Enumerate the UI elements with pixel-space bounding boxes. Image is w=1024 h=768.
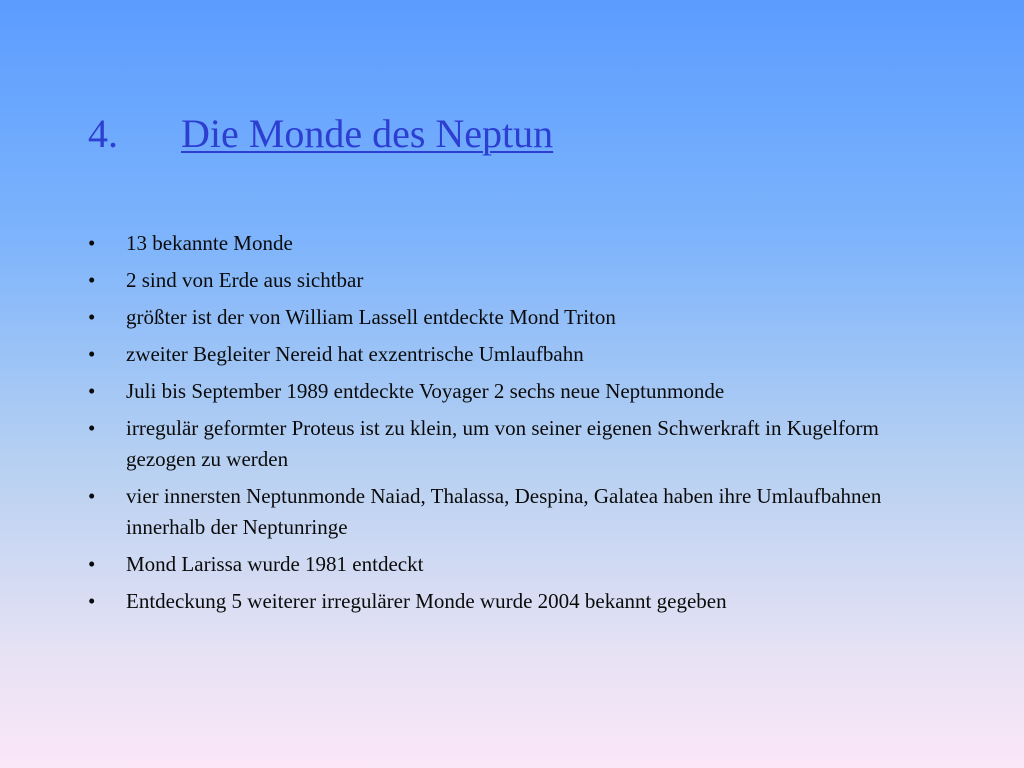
list-item: [88, 265, 948, 296]
list-item-text: irregulär geformter Proteus ist zu klein, um von seiner eigenen Schwerkraft in Kugelform gezogen zu werden: [126, 416, 879, 471]
bullet-list: [88, 228, 948, 623]
bullet-icon: •: [88, 342, 96, 366]
list-item: [88, 228, 948, 259]
bullet-icon: •: [88, 589, 96, 613]
list-item: [88, 376, 948, 407]
bullet-icon: •: [88, 305, 96, 329]
list-item-text: Mond Larissa wurde 1981 entdeckt: [126, 552, 424, 576]
bullet-icon: •: [88, 231, 96, 255]
bullet-icon: •: [88, 268, 96, 292]
list-item-text: größter ist der von William Lassell entdeckte Mond Triton: [126, 305, 616, 329]
bullet-icon: •: [88, 484, 96, 508]
list-item: [88, 339, 948, 370]
list-item-text: vier innersten Neptunmonde Naiad, Thalassa, Despina, Galatea haben ihre Umlaufbahnen innerhalb der Neptunringe: [126, 484, 882, 539]
list-item: [88, 413, 948, 475]
list-item-text: Entdeckung 5 weiterer irregulärer Monde wurde 2004 bekannt gegeben: [126, 589, 727, 613]
list-item-text: Juli bis September 1989 entdeckte Voyager 2 sechs neue Neptunmonde: [126, 379, 725, 403]
slide-title: [88, 110, 553, 158]
list-item: [88, 481, 948, 543]
list-item: [88, 302, 948, 333]
title-number: 4.: [88, 111, 118, 156]
bullet-icon: •: [88, 416, 96, 440]
bullet-icon: •: [88, 552, 96, 576]
bullet-icon: •: [88, 379, 96, 403]
list-item-text: 13 bekannte Monde: [126, 231, 293, 255]
list-item: [88, 586, 948, 617]
list-item-text: 2 sind von Erde aus sichtbar: [126, 268, 364, 292]
title-link[interactable]: Die Monde des Neptun: [181, 111, 554, 156]
list-item: [88, 549, 948, 580]
list-item-text: zweiter Begleiter Nereid hat exzentrische Umlaufbahn: [126, 342, 584, 366]
